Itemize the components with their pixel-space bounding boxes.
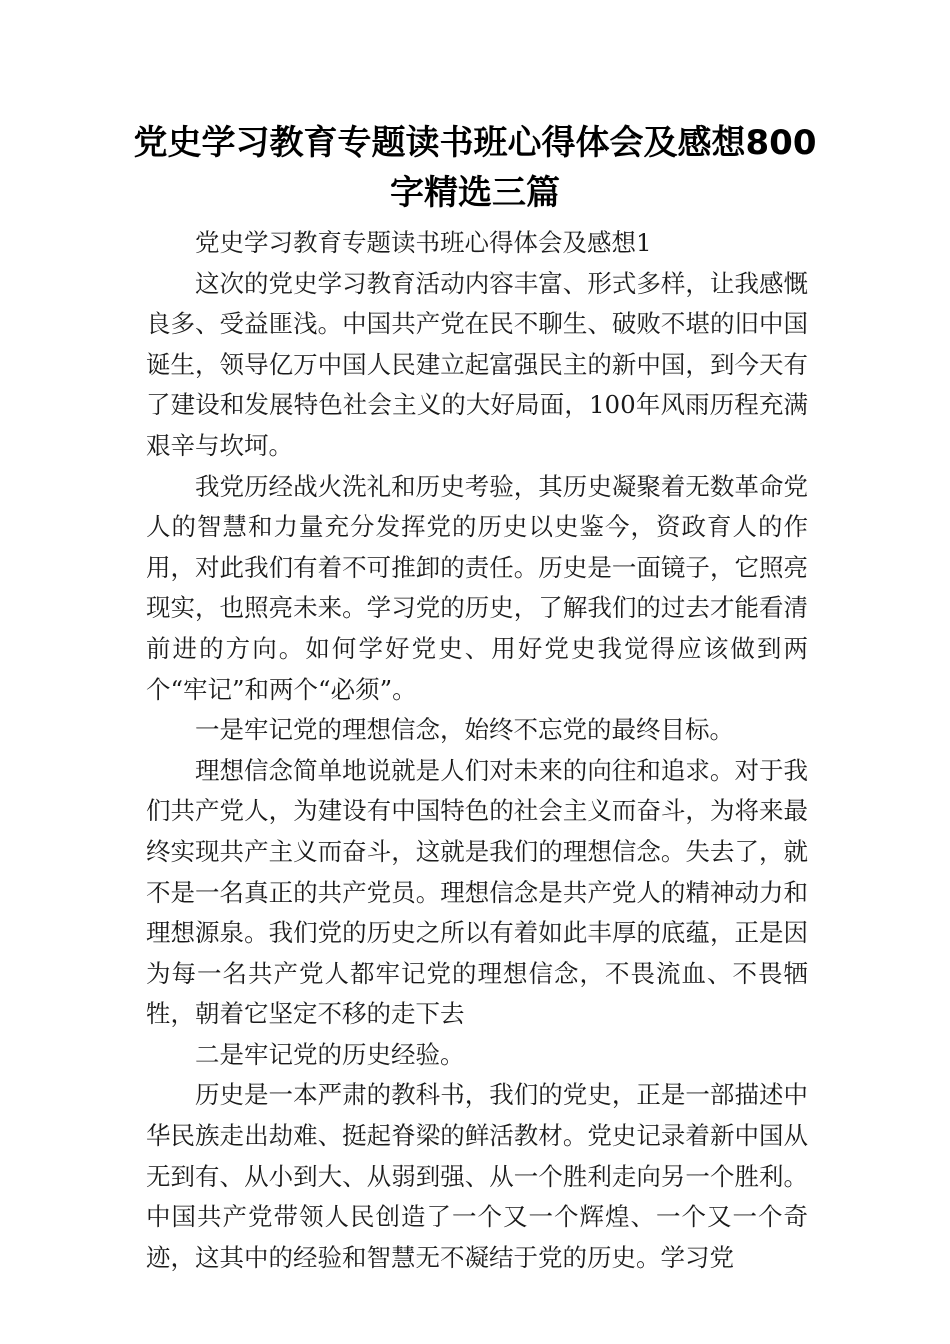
paragraph: 理想信念简单地说就是人们对未来的向往和追求。对于我们共产党人，为建设有中国特色的社会主义而奋斗，为将来最终实现共产主义而奋斗，这就是我们的理想信念。失去了，就不是一名真正的共产党员。理想信念是共产党人的精神动力和理想源泉。我们党的历史之所以有着如此丰厚的底蕴，正是因为每一名共产党人都牢记党的理想信念，不畏流血、不畏牺牲，朝着它坚定不移的走下去 bbox=[146, 755, 808, 1029]
paragraph: 我党历经战火洗礼和历史考验，其历史凝聚着无数革命党人的智慧和力量充分发挥党的历史以史鉴今，资政育人的作用，对此我们有着不可推卸的责任。历史是一面镜子，它照亮现实，也照亮未来。学习党的历史，了解我们的过去才能看清前进的方向。如何学好党史、用好党史我觉得应该做到两个“牢记”和两个“必须”。 bbox=[146, 471, 808, 704]
paragraph: 一是牢记党的理想信念，始终不忘党的最终目标。 bbox=[195, 715, 734, 745]
paragraph: 这次的党史学习教育活动内容丰富、形式多样，让我感慨良多、受益匪浅。中国共产党在民不聊生、破败不堪的旧中国诞生，领导亿万中国人民建立起富强民主的新中国，到今天有了建设和发展特色社会主义的大好局面，100年风雨历程充满艰辛与坎坷。 bbox=[146, 268, 808, 460]
paragraph: 二是牢记党的历史经验。 bbox=[195, 1039, 465, 1069]
document-body bbox=[146, 223, 808, 1278]
document-title: 党史学习教育专题读书班心得体会及感想800字精选三篇 bbox=[133, 123, 817, 213]
section-heading: 党史学习教育专题读书班心得体会及感想1 bbox=[195, 228, 652, 257]
paragraph: 历史是一本严肃的教科书，我们的党史，正是一部描述中华民族走出劫难、挺起脊梁的鲜活教材。党史记录着新中国从无到有、从小到大、从弱到强、从一个胜利走向另一个胜利。中国共产党带领人民创造了一个又一个辉煌、一个又一个奇迹，这其中的经验和智慧无不凝结于党的历史。学习党 bbox=[146, 1080, 808, 1272]
